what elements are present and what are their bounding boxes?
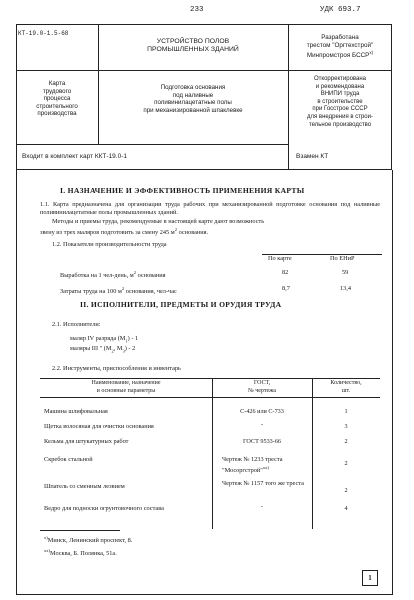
- card-title: УСТРОЙСТВО ПОЛОВ ПРОМЫШЛЕННЫХ ЗДАНИЙ: [147, 38, 239, 53]
- performer-1: маляр IV разряда $(М_1) - 1$: [70, 335, 139, 344]
- footnote-rule: [40, 530, 120, 531]
- section1-para1: 1.1. Карта предназначена для организации труда рабочих при механизированной подготовке основания под наливные поливинилацетатные полы промышленных зданий.: [40, 201, 380, 216]
- section1-para2-cont: звену из трех маляров подготовить за смену 245 $м^2$ основания.: [40, 227, 209, 237]
- table-row: Щетка волосяная для очистки основания: [44, 423, 154, 430]
- footnote-1: $^{х)}$Минск, Ленинский проспект, 8.: [44, 535, 133, 545]
- table-cell-gost: Чертеж № 1157 того же треста: [222, 480, 304, 487]
- replaces-reference: Взамен КТ: [296, 153, 329, 160]
- indicator-row2-card: 8,7: [282, 285, 290, 292]
- tools-title: 2.2. Инструменты, приспособления и инвентарь: [52, 365, 181, 372]
- th-gost: ГОСТ, № чертежа: [248, 380, 276, 394]
- correction-note: Откорректирована и рекомендована ВНИПИ труда в строительстве при Госстрое СССР для внедрения в строи- тельное производство: [306, 76, 373, 128]
- kit-reference: Входит в комплект карт ККТ-19.0-1: [22, 153, 127, 160]
- indicator-row1-label: Выработка на 1 чел-день, $м^2$ основания: [60, 270, 166, 280]
- table-cell-qty: 3: [344, 423, 348, 430]
- table-row: Кельма для штукатурных работ: [44, 438, 129, 445]
- card-subject: Подготовка основания под наливные поливинилацетатные полы при механизированной шпаклевке: [143, 84, 243, 114]
- developer: Разработана трестом "Оргтехстрой" Минпромстроя $БССР^{х)}$: [306, 34, 374, 60]
- th-qty: Количество, шт.: [330, 380, 362, 394]
- table-row: Шпатель со сменным лезвием: [44, 483, 125, 490]
- section1-para2: Методы и приемы труда, рекомендуемые в настоящей карте дают возможность: [52, 218, 265, 225]
- col-by-enir: По ЕНиР: [330, 255, 355, 262]
- indicator-row1-card: 82: [282, 269, 289, 276]
- table-cell-qty: 1: [344, 408, 348, 415]
- col-by-card: По карте: [268, 255, 292, 262]
- table-cell-gost: Чертеж № 1233 треста "Мосоргстрой"$^{хх)}$: [222, 456, 283, 475]
- page-number: 233: [190, 6, 204, 14]
- udk-code: УДК 693.7: [320, 6, 361, 14]
- card-label: Карта трудового процесса строительного производства: [36, 80, 78, 118]
- table-cell-qty: 2: [344, 487, 348, 494]
- left-border: [16, 170, 17, 594]
- indicator-row2-enir: 13,4: [340, 285, 352, 292]
- sheet-number: 1: [362, 570, 378, 586]
- table-cell-gost: С-426 или С-733: [240, 408, 284, 415]
- indicators-title: 1.2. Показатели производительности труда: [52, 241, 167, 248]
- indicator-row2-label: Затраты труда на 100 $м^2$ основания, чел-час: [60, 286, 177, 296]
- performers-title: 2.1. Исполнители:: [52, 321, 101, 328]
- th-name: Наименование, назначение и основные параметры: [91, 380, 161, 394]
- table-top-rule: [40, 378, 380, 379]
- table-row: Скребок стальной: [44, 456, 93, 463]
- table-cell-qty: 2: [344, 438, 348, 445]
- right-border: [392, 170, 393, 594]
- card-code: КТ-19.0-1.5-68: [18, 30, 69, 37]
- table-cell-gost: -: [260, 421, 264, 428]
- performer-2: маляры III " ($М_2$, $М_3) - 2$: [70, 345, 136, 354]
- section1-heading: I. НАЗНАЧЕНИЕ И ЭФФЕКТИВНОСТЬ ПРИМЕНЕНИЯ КАРТЫ: [60, 186, 305, 195]
- indicator-row1-enir: 59: [342, 269, 349, 276]
- table-cell-gost: -: [260, 503, 264, 510]
- table-row: Машина шлифовальная: [44, 408, 108, 415]
- table-head-rule: [40, 397, 380, 398]
- table-cell-qty: 2: [344, 460, 348, 467]
- bottom-border: [16, 594, 393, 595]
- table-cell-qty: 4: [344, 505, 348, 512]
- footnote-2: $^{хх)}$Москва, Б. Полянка, 51а.: [44, 548, 117, 558]
- table-cell-gost: ГОСТ 9533-66: [242, 438, 282, 445]
- table-row: Ведро для подноски огрунтовочного состава: [44, 505, 164, 512]
- section2-heading: II. ИСПОЛНИТЕЛИ, ПРЕДМЕТЫ И ОРУДИЯ ТРУДА: [80, 300, 282, 309]
